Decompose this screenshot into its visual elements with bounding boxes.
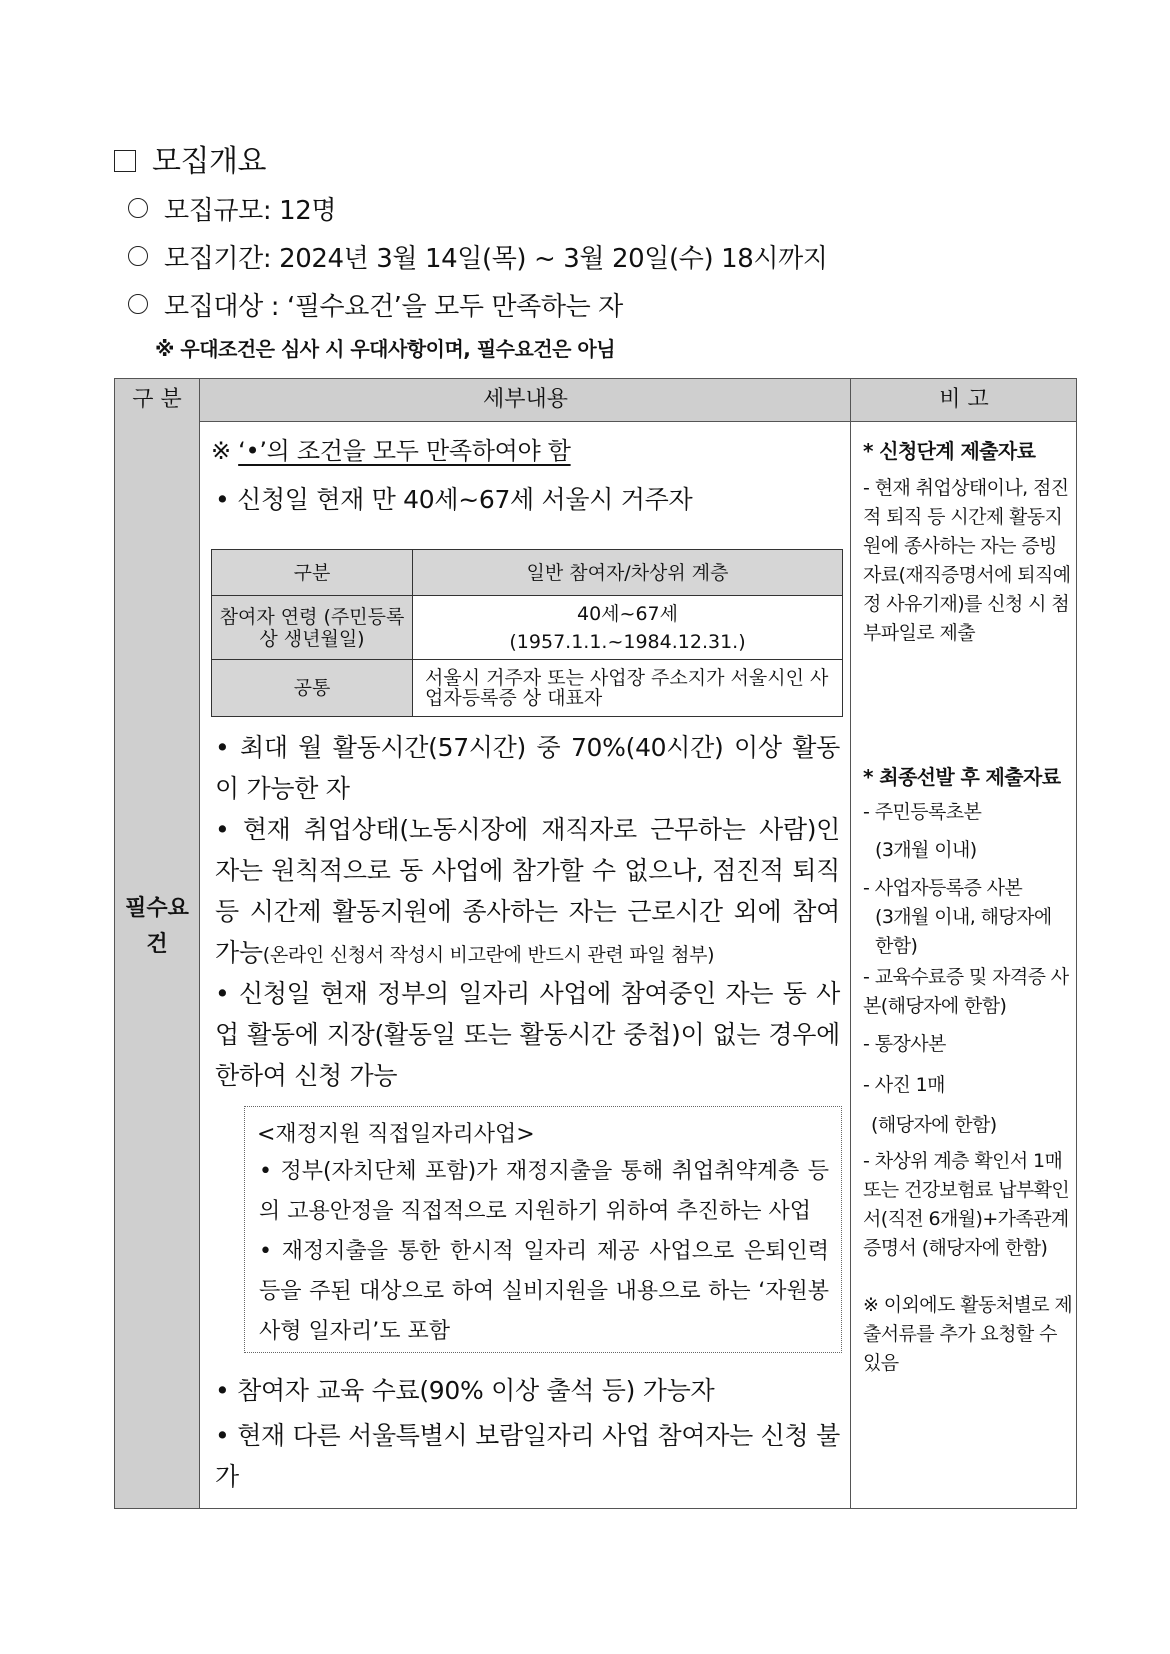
table-header (115, 379, 1076, 422)
remarks-item: - 사업자등록증 사본 (863, 877, 1023, 899)
header-remarks: 비 고 (850, 379, 1077, 421)
remarks-application-text: - 현재 취업상태이나, 점진적 퇴직 등 시간제 활동지원에 종사하는 자는 증빙자료(재직증명서에 퇴직예정 사유기재)를 신청 시 첨부파일로 제출 (863, 477, 1071, 644)
remarks-item-note: (3개월 이내, 해당자에 한함) (875, 906, 1052, 957)
overview-text: 모집규모: 12명 (164, 196, 337, 226)
age-table-header-value: 일반 참여자/차상위 계층 (526, 561, 729, 584)
row-label: 필수요건 (125, 896, 189, 957)
age-table-row (212, 660, 842, 716)
age-table (211, 549, 843, 717)
column-divider (850, 421, 851, 1508)
requirement-government-job: • 신청일 현재 정부의 일자리 사업에 참여중인 자는 동 사업 활동에 지장(활동일 또는 활동시간 중첩)이 없는 경우에 한하여 신청 가능 (215, 979, 840, 1090)
box-paragraph: • 정부(자치단체 포함)가 재정지출을 통해 취업취약계층 등의 고용안정을 직접적으로 지원하기 위하여 추진하는 사업 (259, 1159, 829, 1224)
employment-text: • 현재 취업상태(노동시장에 재직자로 근무하는 사람)인 자는 원칙적으로 동 사업에 참가할 수 없으나, 점진적 퇴직 등 시간제 활동지원에 종사하는 자는 근로시간 외에 참여 가능 (215, 815, 840, 967)
requirements-table (114, 378, 1077, 1509)
remarks-item: - 차상위 계층 확인서 1매 또는 건강보험료 납부확인서(직전 6개월)+가족관계증명서 (해당자에 한함) (863, 1150, 1070, 1259)
section-heading-text: 모집개요 (152, 144, 266, 179)
requirement-employment (215, 809, 840, 976)
row-label-cell (115, 421, 199, 1508)
intro-note (211, 431, 571, 466)
requirement-age: • 신청일 현재 만 40세~67세 서울시 거주자 (215, 485, 693, 514)
square-bullet-icon (114, 150, 136, 172)
age-table-header-category: 구분 (212, 550, 413, 595)
requirement-education: • 참여자 교육 수료(90% 이상 출석 등) 가능자 (215, 1376, 715, 1405)
overview-item-target (128, 286, 623, 323)
header-details: 세부내용 (199, 379, 851, 421)
remarks-item-note: (3개월 이내) (875, 839, 977, 861)
requirement-no-duplicate: • 현재 다른 서울특별시 보람일자리 사업 참여자는 신청 불가 (215, 1421, 840, 1491)
overview-text: 모집대상 : ‘필수요건’을 모두 만족하는 자 (164, 292, 623, 322)
remarks-item: - 주민등록초본 (863, 801, 982, 823)
reference-mark: ※ (211, 437, 231, 465)
remarks-item-note: (해당자에 한함) (871, 1114, 997, 1136)
intro-text: ‘•’의 조건을 모두 만족하여야 함 (238, 437, 571, 465)
overview-item-scale (128, 190, 336, 227)
column-divider (199, 421, 200, 1508)
box-paragraph: • 재정지출을 통한 한시적 일자리 제공 사업으로 은퇴인력 등을 주된 대상으로 하여 실비지원을 내용으로 하는 ‘자원봉사형 일자리’도 포함 (259, 1239, 829, 1344)
remarks-final-title: * 최종선발 후 제출자료 (863, 765, 1061, 789)
age-table-value: 40세~67세 (1957.1.1.~1984.12.31.) (509, 602, 746, 653)
remarks-footnote: ※ 이외에도 활동처별로 제출서류를 추가 요청할 수 있음 (863, 1294, 1073, 1374)
remarks-item: - 통장사본 (863, 1033, 946, 1055)
section-heading (114, 136, 266, 180)
preference-note: ※ 우대조건은 심사 시 우대사항이며, 필수요건은 아님 (155, 337, 616, 361)
circle-bullet-icon (128, 246, 148, 266)
age-table-row (212, 596, 842, 660)
age-table-label: 공통 (212, 660, 413, 716)
age-table-label: 참여자 연령 (주민등록상 생년월일) (212, 596, 413, 659)
overview-text: 모집기간: 2024년 3월 14일(목) ~ 3월 20일(수) 18시까지 (164, 244, 828, 274)
overview-item-period (128, 238, 828, 275)
employment-note: (온라인 신청서 작성시 비고란에 반드시 관련 파일 첨부) (262, 944, 715, 966)
age-table-header (212, 550, 842, 596)
remarks-item: - 사진 1매 (863, 1074, 945, 1096)
box-title: <재정지원 직접일자리사업> (257, 1122, 535, 1147)
direct-job-program-box (244, 1106, 842, 1353)
remarks-application-title: * 신청단계 제출자료 (863, 439, 1036, 463)
circle-bullet-icon (128, 294, 148, 314)
remarks-item: - 교육수료증 및 자격증 사본(해당자에 한함) (863, 966, 1069, 1017)
header-category: 구 분 (132, 387, 182, 412)
age-table-value: 서울시 거주자 또는 사업장 주소지가 서울시인 사업자등록증 상 대표자 (425, 667, 829, 709)
circle-bullet-icon (128, 198, 148, 218)
requirement-hours: • 최대 월 활동시간(57시간) 중 70%(40시간) 이상 활동이 가능한 자 (215, 733, 840, 803)
